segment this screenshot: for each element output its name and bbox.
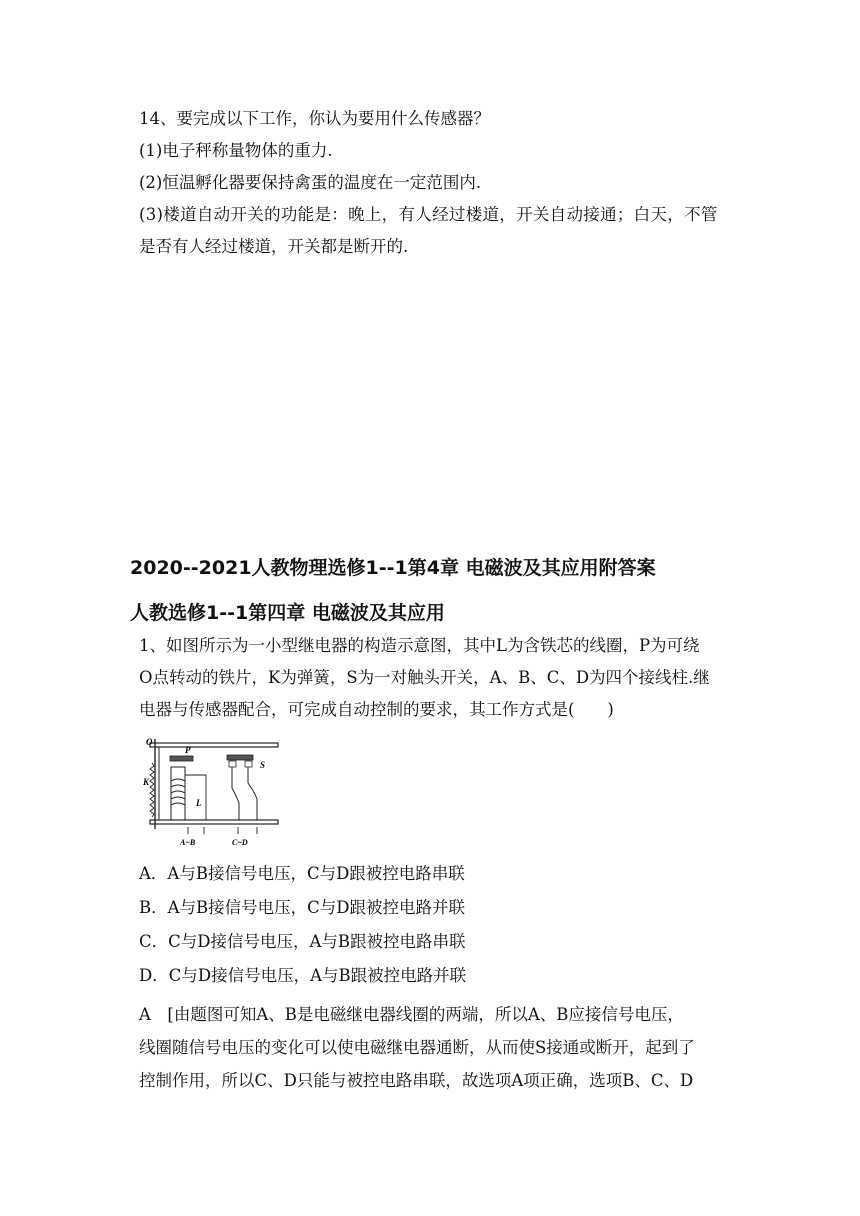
bottom-plate <box>150 820 278 824</box>
question-14 <box>139 103 739 263</box>
lead-d <box>248 767 257 820</box>
label-cd: C~D <box>232 838 248 847</box>
question-14-item-3-line-2: 是否有人经过楼道，开关都是断开的. <box>139 237 409 256</box>
coil-windings <box>171 779 185 805</box>
question-1 <box>139 630 739 726</box>
question-14-item-1: (1)电子秤称量物体的重力. <box>139 141 333 160</box>
contact-left <box>229 761 236 767</box>
question-14-item-2: (2)恒温孵化器要保持禽蛋的温度在一定范围内. <box>139 173 482 192</box>
question-1-line-2: O点转动的铁片，K为弹簧，S为一对触头开关，A、B、C、D为四个接线柱.继 <box>139 668 710 687</box>
answer-options <box>139 857 466 993</box>
option-a: A．A与B接信号电压，C与D跟被控电路串联 <box>139 864 465 883</box>
coil-core <box>171 767 185 820</box>
question-14-stem: 14、要完成以下工作，你认为要用什么传感器？ <box>139 109 490 128</box>
option-b: B．A与B接信号电压，C与D跟被控电路并联 <box>139 898 466 917</box>
lead-c <box>232 767 239 820</box>
label-l: L <box>196 798 202 808</box>
answer-explanation <box>139 998 739 1097</box>
label-s: S <box>260 760 266 770</box>
answer-line-3: 控制作用，所以C、D只能与被控电路串联，故选项A项正确，选项B、C、D <box>139 1071 694 1090</box>
option-c: C．C与D接信号电压，A与B跟被控电路串联 <box>139 932 466 951</box>
label-o: O <box>146 737 153 747</box>
label-p: P <box>185 745 191 755</box>
question-14-item-3-line-1: (3)楼道自动开关的功能是：晚上，有人经过楼道，开关自动接通；白天，不管 <box>139 205 718 224</box>
option-d: D．C与D接信号电压，A与B跟被控电路并联 <box>139 966 467 985</box>
chapter-heading: 人教选修1--1第四章 电磁波及其应用 <box>130 602 445 624</box>
label-k: K <box>143 777 150 787</box>
iron-plate-p <box>170 756 193 761</box>
contact-bar <box>227 755 253 760</box>
top-plate <box>150 743 278 747</box>
answer-line-2: 线圈随信号电压的变化可以使电磁继电器通断，从而使S接通或断开，起到了 <box>139 1038 695 1057</box>
document-title: 2020--2021人教物理选修1--1第4章 电磁波及其应用附答案 <box>130 557 656 579</box>
answer-line-1: A [由题图可知A、B是电磁继电器线圈的两端，所以A、B应接信号电压， <box>139 1005 684 1024</box>
label-ab: A~B <box>180 838 196 847</box>
question-1-line-1: 1、如图所示为一小型继电器的构造示意图，其中L为含铁芯的线圈，P为可绕 <box>139 636 700 655</box>
spring-k <box>150 763 154 817</box>
contact-right <box>245 761 252 767</box>
relay-diagram <box>140 733 280 848</box>
question-1-line-3: 电器与传感器配合，可完成自动控制的要求，其工作方式是( ) <box>139 700 614 719</box>
